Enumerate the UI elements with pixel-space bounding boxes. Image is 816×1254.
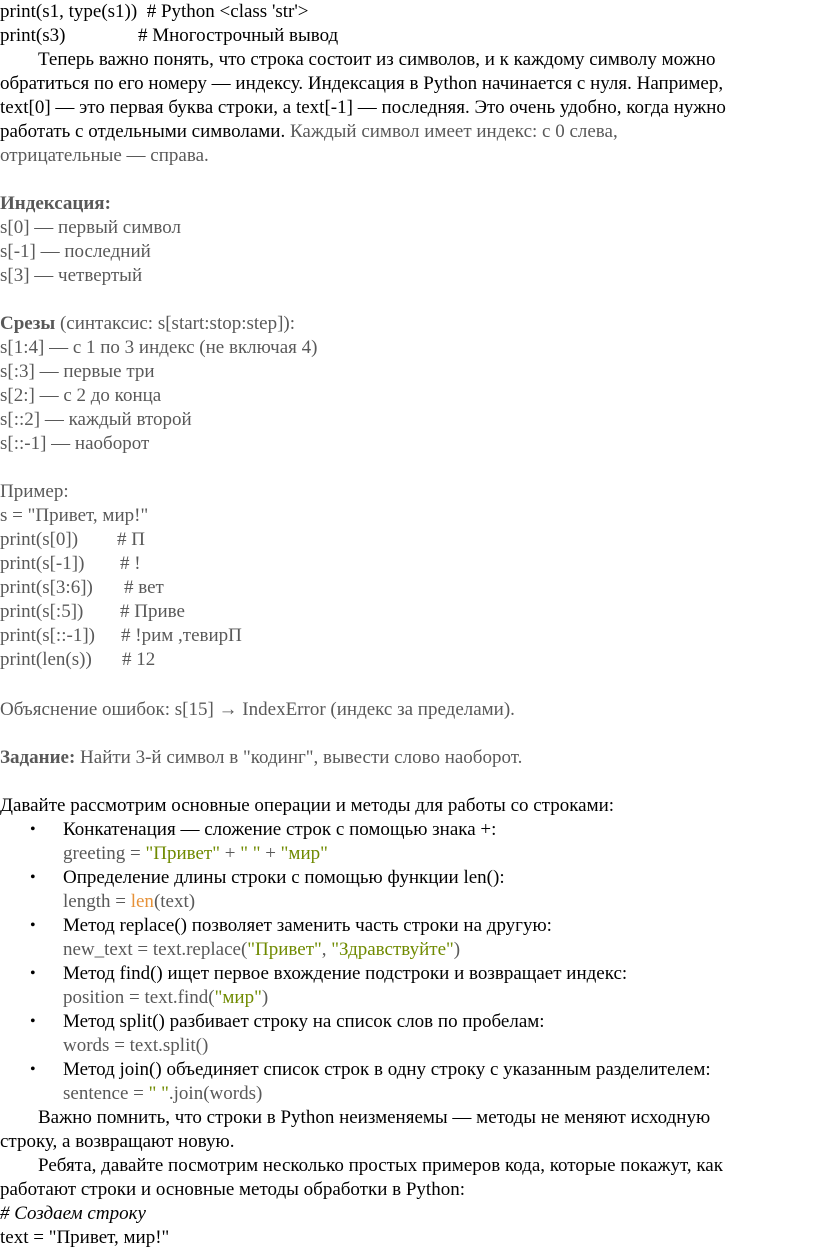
slices-heading-text: Срезы [0,313,56,334]
examples-intro-line-1: Ребята, давайте посмотрим несколько простых примеров кода, которые покажут, как [38,1155,723,1176]
examples-intro-line-2: работают строки и основные методы обработки в Python: [0,1179,465,1200]
code-comment: # 12 [122,649,156,670]
method-item-code: greeting = "Привет" + " " + "мир" [63,843,328,864]
slices-item: s[::-1] — наоборот [0,433,150,454]
bullet-icon: • [30,1013,36,1030]
example-code-line [0,528,145,552]
task-label: Задание: [0,747,76,768]
slices-heading [0,312,295,336]
slices-item: s[2:] — с 2 до конца [0,385,162,406]
indexing-heading [0,192,111,216]
bullet-icon: • [30,965,36,982]
task-text: Найти 3-й символ в "кодинг", вывести слово наоборот. [75,747,523,768]
final-code-comment [0,1202,146,1226]
intro-line-1: Теперь важно понять, что строка состоит из символов, и к каждому символу можно [38,49,716,70]
code-text: print(s[:5]) [0,601,84,622]
bullet-icon: • [30,917,36,934]
immutable-line-2: строку, а возвращают новую. [0,1131,235,1152]
code-line-print-s3 [0,24,339,48]
slices-syntax: (синтаксис: s[start:stop:step]): [55,313,296,334]
code-comment: # вет [124,577,164,598]
final-code-assign: text = "Привет, мир!" [0,1227,170,1248]
indexing-item: s[3] — четвертый [0,265,143,286]
intro-line-4 [0,120,618,144]
slices-item: s[:3] — первые три [0,361,155,382]
example-code-line [0,552,141,576]
code-text: print(s[0]) [0,529,79,550]
code-line-print-type: print(s1, type(s1)) # Python <class 'str'> [0,1,309,22]
code-comment: # ! [120,553,141,574]
code-comment: # Приве [120,601,185,622]
method-item-text: Метод join() объединяет список строк в одну строку с указанным разделителем: [63,1059,711,1080]
code-text: print(s[-1]) [0,553,85,574]
method-item-text: Метод find() ищет первое вхождение подстроки и возвращает индекс: [63,963,628,984]
method-item-code: position = text.find("мир") [63,987,269,1008]
intro-line-3: text[0] — это первая буква строки, а text[-1] — последняя. Это очень удобно, когда нужно [0,97,726,118]
code-text: print(len(s)) [0,649,92,670]
slices-item: s[::2] — каждый второй [0,409,192,430]
code-text: print(s3) [0,25,66,46]
intro-text-black: работать с отдельными символами. [0,121,286,142]
code-comment: # Многострочный вывод [138,25,339,46]
example-label: Пример: [0,481,69,502]
indexing-item: s[-1] — последний [0,241,151,262]
code-text: print(s[3:6]) [0,577,93,598]
code-text: print(s[::-1]) [0,625,95,646]
example-assign: s = "Привет, мир!" [0,505,149,526]
task-line [0,746,522,770]
intro-line-5: отрицательные — справа. [0,145,209,166]
indexing-item: s[0] — первый символ [0,217,182,238]
errors-explanation: Объяснение ошибок: s[15] → IndexError (индекс за пределами). [0,699,515,720]
method-item-code: length = len(text) [63,891,196,912]
code-comment: # П [117,529,145,550]
immutable-line-1: Важно помнить, что строки в Python неизменяемы — методы не меняют исходную [38,1107,711,1128]
method-item-code: words = text.split() [63,1035,209,1056]
method-item-text: Конкатенация — сложение строк с помощью знака +: [63,819,497,840]
method-item-text: Определение длины строки с помощью функции len(): [63,867,505,888]
method-item-text: Метод split() разбивает строку на список слов по пробелам: [63,1011,545,1032]
example-code-line [0,624,242,648]
method-item-code: sentence = " ".join(words) [63,1083,263,1104]
intro-text-grey: Каждый символ имеет индекс: с 0 слева, [285,121,618,142]
example-code-line [0,648,156,672]
method-item-code: new_text = text.replace("Привет", "Здравствуйте") [63,939,461,960]
bullet-icon: • [30,1061,36,1078]
slices-item: s[1:4] — с 1 по 3 индекс (не включая 4) [0,337,318,358]
final-comment-text: # Создаем строку [0,1203,146,1224]
methods-intro: Давайте рассмотрим основные операции и методы для работы со строками: [0,795,615,816]
bullet-icon: • [30,869,36,886]
indexing-heading-text: Индексация: [0,193,111,214]
code-comment: # !рим ,тевирП [121,625,242,646]
method-item-text: Метод replace() позволяет заменить часть строки на другую: [63,915,552,936]
bullet-icon: • [30,821,36,838]
example-code-line [0,576,164,600]
intro-line-2: обратиться по его номеру — индексу. Индексация в Python начинается с нуля. Например, [0,73,724,94]
example-code-line [0,600,185,624]
